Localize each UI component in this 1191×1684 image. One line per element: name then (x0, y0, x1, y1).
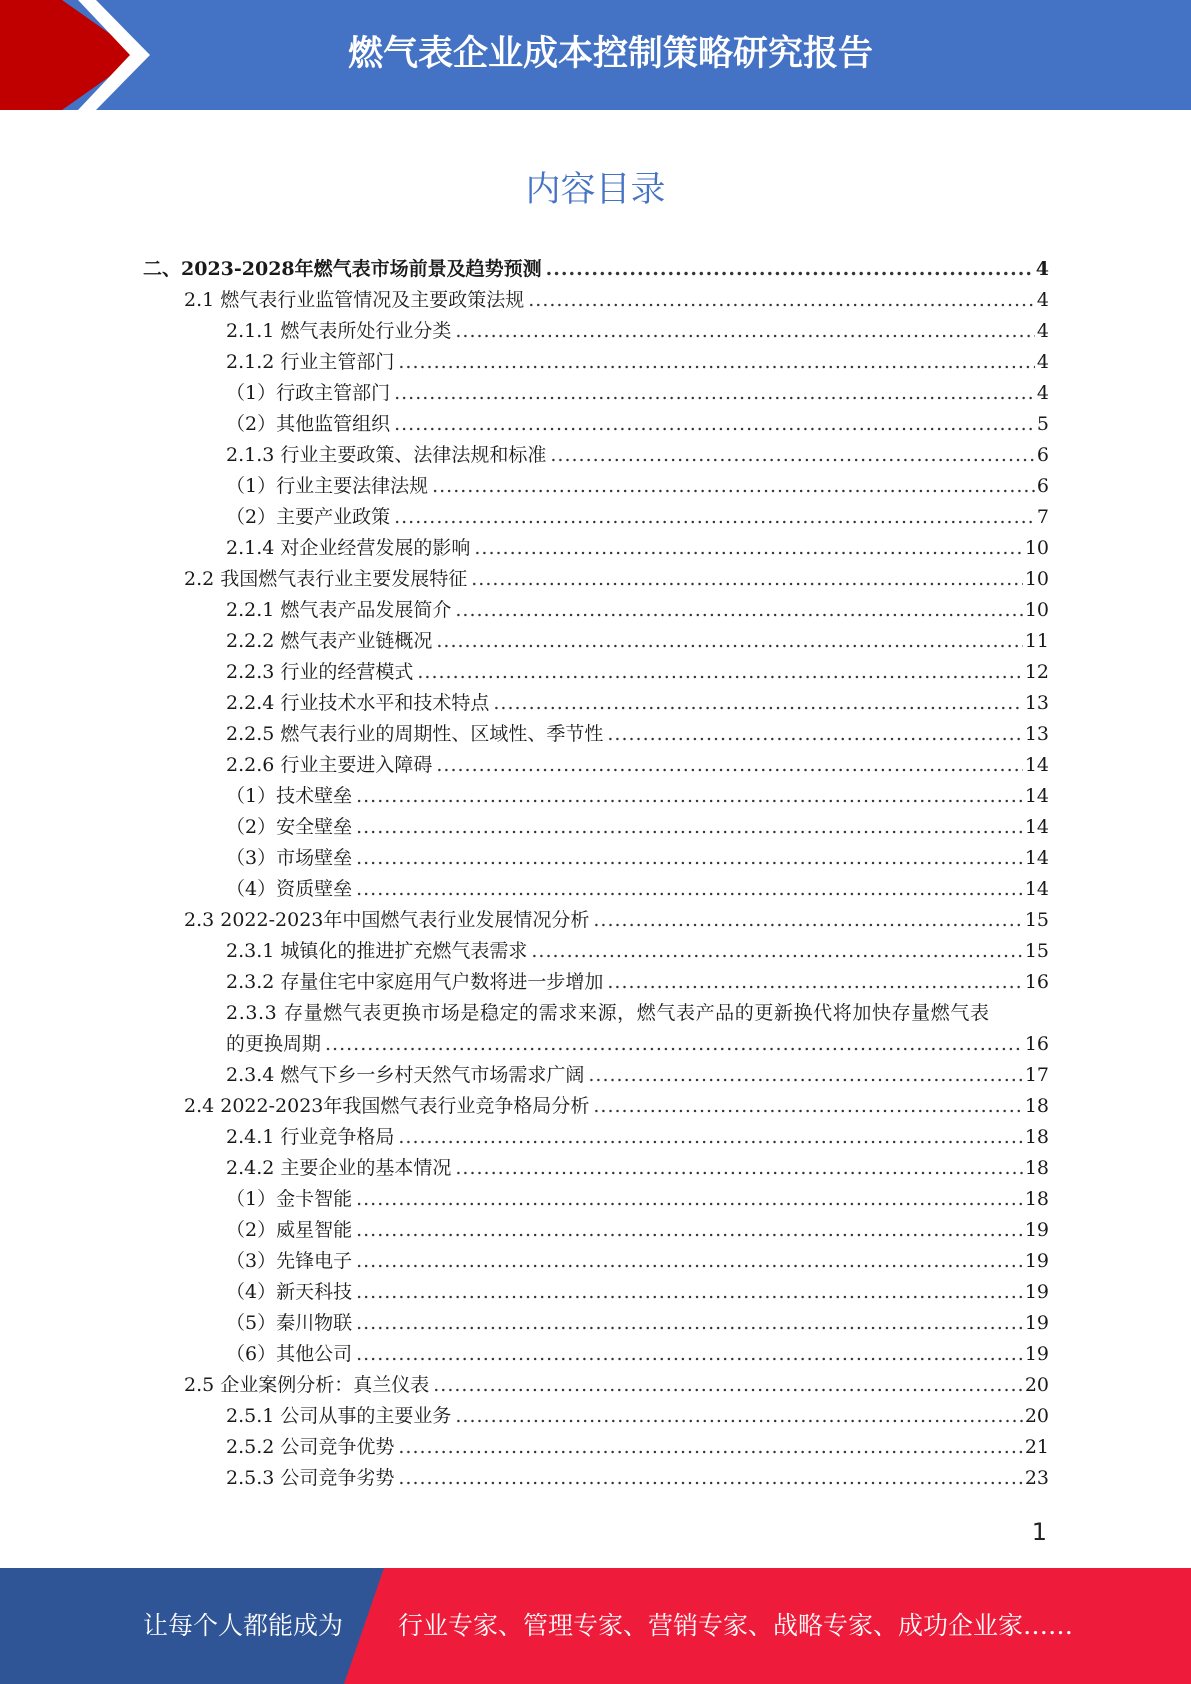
toc-entry-page: 12 (1024, 661, 1049, 683)
toc-entry-label: （3）先锋电子 (226, 1250, 353, 1272)
toc-leader-dots (398, 1432, 1022, 1463)
toc-entry-page: 20 (1024, 1405, 1049, 1427)
toc-entry-label: 2.2.3 行业的经营模式 (226, 661, 414, 683)
toc-leader-dots (455, 1401, 1022, 1432)
toc-entry-label: （5）秦川物联 (226, 1312, 353, 1334)
toc-entry-page: 16 (1024, 971, 1049, 993)
toc-leader-dots (474, 533, 1022, 564)
toc-entry-label: 2.3.4 燃气下乡一乡村天然气市场需求广阔 (226, 1064, 585, 1086)
toc-entry-label: 2.3.2 存量住宅中家庭用气户数将进一步增加 (226, 971, 604, 993)
toc-leader-dots (356, 812, 1023, 843)
toc-entry[interactable] (226, 874, 1049, 905)
toc-entry-page: 15 (1024, 940, 1049, 962)
toc-entry[interactable] (226, 1432, 1049, 1463)
toc-entry-page: 10 (1024, 537, 1049, 559)
toc-entry[interactable] (184, 1370, 1049, 1401)
toc-entry-label: 2.4.2 主要企业的基本情况 (226, 1157, 452, 1179)
toc-entry-label: （2）安全壁垒 (226, 816, 353, 838)
toc-entry-page: 4 (1036, 351, 1049, 373)
toc-entry-page: 10 (1024, 599, 1049, 621)
toc-entry-label: 2.1.4 对企业经营发展的影响 (226, 537, 471, 559)
toc-entry-page: 23 (1024, 1467, 1049, 1489)
toc-entry-page: 18 (1024, 1188, 1049, 1210)
toc-entry-label: （1）技术壁垒 (226, 785, 353, 807)
toc-entry[interactable] (226, 409, 1049, 440)
toc-entry-label: 2.1.1 燃气表所处行业分类 (226, 320, 452, 342)
toc-entry[interactable] (226, 502, 1049, 533)
toc-entry-page: 19 (1024, 1219, 1049, 1241)
toc-entry-page: 4 (1036, 289, 1049, 311)
toc-entry-page: 4 (1036, 382, 1049, 404)
toc-entry[interactable] (226, 936, 1049, 967)
toc-entry-label-continuation: 的更换周期 (226, 1033, 322, 1055)
toc-leader-dots (356, 874, 1023, 905)
toc-entry-page: 13 (1024, 723, 1049, 745)
toc-leader-dots (436, 750, 1022, 781)
toc-entry-label: （1）金卡智能 (226, 1188, 353, 1210)
toc-leader-dots (356, 1184, 1023, 1215)
toc-entry-page: 14 (1024, 878, 1049, 900)
toc-leader-dots (356, 1308, 1023, 1339)
toc-entry-label: （1）行政主管部门 (226, 382, 391, 404)
report-header-banner (0, 0, 1191, 110)
toc-leader-dots (432, 471, 1035, 502)
toc-entry[interactable] (226, 1184, 1049, 1215)
toc-entry-label: 2.5.3 公司竞争劣势 (226, 1467, 395, 1489)
toc-entry-label: 2.1 燃气表行业监管情况及主要政策法规 (184, 289, 525, 311)
toc-leader-dots (398, 1463, 1022, 1494)
toc-leader-dots (356, 1215, 1023, 1246)
toc-leader-dots (593, 905, 1022, 936)
toc-leader-dots (436, 626, 1022, 657)
toc-leader-dots (356, 1246, 1023, 1277)
toc-entry[interactable] (184, 905, 1049, 936)
toc-entry-page: 18 (1024, 1095, 1049, 1117)
toc-entry-label: （1）行业主要法律法规 (226, 475, 429, 497)
footer-banner (0, 1568, 1191, 1684)
toc-entry-label: 2.3.1 城镇化的推进扩充燃气表需求 (226, 940, 528, 962)
toc-entry[interactable] (226, 719, 1049, 750)
toc-entry-wrapped-first-line[interactable] (226, 998, 1049, 1029)
footer-tagline: 行业专家、管理专家、营销专家、战略专家、成功企业家…… (398, 1611, 1074, 1640)
toc-entry-label: 2.2.4 行业技术水平和技术特点 (226, 692, 490, 714)
toc-entry[interactable] (226, 657, 1049, 688)
toc-entry-label: （2）威星智能 (226, 1219, 353, 1241)
toc-entry-label: 2.5 企业案例分析：真兰仪表 (184, 1374, 430, 1396)
toc-entry-page: 11 (1024, 630, 1049, 652)
toc-entry-label: （2）其他监管组织 (226, 413, 391, 435)
toc-entry-page: 21 (1024, 1436, 1049, 1458)
toc-entry-label: （4）新天科技 (226, 1281, 353, 1303)
toc-entry[interactable] (226, 347, 1049, 378)
toc-entry-label: 2.2.2 燃气表产业链概况 (226, 630, 433, 652)
toc-entry-page: 14 (1024, 847, 1049, 869)
toc-entry-label: 2.2.6 行业主要进入障碍 (226, 754, 433, 776)
toc-entry-label: 2.2 我国燃气表行业主要发展特征 (184, 568, 468, 590)
toc-entry[interactable] (226, 812, 1049, 843)
footer-slogan: 让每个人都能成为 (143, 1611, 344, 1640)
toc-entry-page: 5 (1036, 413, 1049, 435)
toc-entry-label: 二、2023-2028年燃气表市场前景及趋势预测 (143, 258, 542, 280)
toc-entry-page: 13 (1024, 692, 1049, 714)
toc-heading: 内容目录 (525, 170, 666, 210)
toc-leader-dots (356, 843, 1023, 874)
toc-entry-label: 2.5.1 公司从事的主要业务 (226, 1405, 452, 1427)
toc-entry[interactable] (226, 626, 1049, 657)
toc-entry[interactable] (226, 688, 1049, 719)
toc-leader-dots (588, 1060, 1022, 1091)
toc-entry-page: 6 (1036, 444, 1049, 466)
toc-entry-page: 19 (1024, 1281, 1049, 1303)
toc-entry-page: 7 (1036, 506, 1049, 528)
toc-entry[interactable] (226, 843, 1049, 874)
toc-leader-dots (455, 595, 1022, 626)
toc-entry[interactable] (226, 967, 1049, 998)
toc-entry-page: 19 (1024, 1250, 1049, 1272)
toc-entry-page: 4 (1036, 320, 1049, 342)
toc-leader-dots (531, 936, 1022, 967)
toc-entry[interactable] (226, 1277, 1049, 1308)
toc-entry-page: 6 (1036, 475, 1049, 497)
toc-leader-dots (550, 440, 1035, 471)
toc-entry[interactable] (184, 1091, 1049, 1122)
toc-leader-dots (394, 502, 1035, 533)
toc-entry-label: 2.2.5 燃气表行业的周期性、区域性、季节性 (226, 723, 604, 745)
report-title: 燃气表企业成本控制策略研究报告 (347, 34, 873, 74)
toc-entry-label: （4）资质壁垒 (226, 878, 353, 900)
toc-entry-page: 14 (1024, 785, 1049, 807)
toc-entry[interactable] (226, 440, 1049, 471)
toc-leader-dots (417, 657, 1022, 688)
toc-entry[interactable] (226, 781, 1049, 812)
toc-entry[interactable] (226, 1246, 1049, 1277)
toc-entry[interactable] (226, 1215, 1049, 1246)
toc-entry-page: 10 (1024, 568, 1049, 590)
toc-entry-label: 2.2.1 燃气表产品发展简介 (226, 599, 452, 621)
toc-entry[interactable] (184, 285, 1049, 316)
toc-entry[interactable] (226, 1060, 1049, 1091)
toc-leader-dots (325, 1029, 1023, 1060)
toc-leader-dots (356, 1277, 1023, 1308)
toc-entry[interactable] (226, 1308, 1049, 1339)
toc-leader-dots (493, 688, 1022, 719)
toc-entry[interactable] (226, 378, 1049, 409)
toc-entry-label: 2.4 2022-2023年我国燃气表行业竞争格局分析 (184, 1095, 590, 1117)
toc-leader-dots (528, 285, 1035, 316)
toc-entry[interactable] (226, 533, 1049, 564)
toc-leader-dots (546, 254, 1034, 285)
toc-leader-dots (398, 347, 1035, 378)
toc-leader-dots (433, 1370, 1023, 1401)
toc-entry[interactable] (226, 1463, 1049, 1494)
toc-entry[interactable] (226, 1339, 1049, 1370)
toc-entry[interactable] (226, 1401, 1049, 1432)
toc-leader-dots (356, 781, 1023, 812)
toc-leader-dots (356, 1339, 1023, 1370)
toc-entry[interactable] (226, 1153, 1049, 1184)
toc-entry-label: （2）主要产业政策 (226, 506, 391, 528)
toc-entry-label: 2.3 2022-2023年中国燃气表行业发展情况分析 (184, 909, 590, 931)
page-number: 1 (1031, 1518, 1047, 1546)
toc-entry[interactable] (226, 750, 1049, 781)
toc-entry[interactable] (184, 564, 1049, 595)
toc-entry-wrapped-second-line[interactable] (226, 1029, 1049, 1060)
toc-entry-page: 17 (1024, 1064, 1049, 1086)
toc-entry-label: （6）其他公司 (226, 1343, 353, 1365)
toc-entry[interactable] (226, 1122, 1049, 1153)
toc-entry-page: 14 (1024, 754, 1049, 776)
toc-leader-dots (607, 967, 1022, 998)
toc-entry-page: 19 (1024, 1312, 1049, 1334)
toc-leader-dots (394, 378, 1035, 409)
toc-entry[interactable] (226, 471, 1049, 502)
toc-entry-page: 14 (1024, 816, 1049, 838)
toc-entry-label: 2.1.2 行业主管部门 (226, 351, 395, 373)
toc-leader-dots (471, 564, 1023, 595)
toc-entry-label: （3）市场壁垒 (226, 847, 353, 869)
toc-leader-dots (398, 1122, 1022, 1153)
toc-entry-label: 2.4.1 行业竞争格局 (226, 1126, 395, 1148)
toc-entry-label: 2.5.2 公司竞争优势 (226, 1436, 395, 1458)
toc-entry-label: 2.1.3 行业主要政策、法律法规和标准 (226, 444, 547, 466)
toc-leader-dots (394, 409, 1035, 440)
toc-entry-page: 16 (1024, 1033, 1049, 1055)
toc-leader-dots (455, 316, 1035, 347)
toc-entry-label: 2.3.3 存量燃气表更换市场是稳定的需求来源，燃气表产品的更新换代将加快存量燃气表 (226, 1002, 990, 1024)
toc-entry-page: 15 (1024, 909, 1049, 931)
toc-entry-page: 4 (1035, 258, 1049, 280)
toc-entry[interactable] (226, 595, 1049, 626)
toc-leader-dots (455, 1153, 1022, 1184)
toc-leader-dots (593, 1091, 1022, 1122)
toc-entry-page: 20 (1024, 1374, 1049, 1396)
toc-leader-dots (607, 719, 1022, 750)
toc-entry-page: 19 (1024, 1343, 1049, 1365)
toc-entry[interactable] (143, 254, 1049, 285)
toc-entry[interactable] (226, 316, 1049, 347)
toc-entry-page: 18 (1024, 1157, 1049, 1179)
toc-entry-page: 18 (1024, 1126, 1049, 1148)
